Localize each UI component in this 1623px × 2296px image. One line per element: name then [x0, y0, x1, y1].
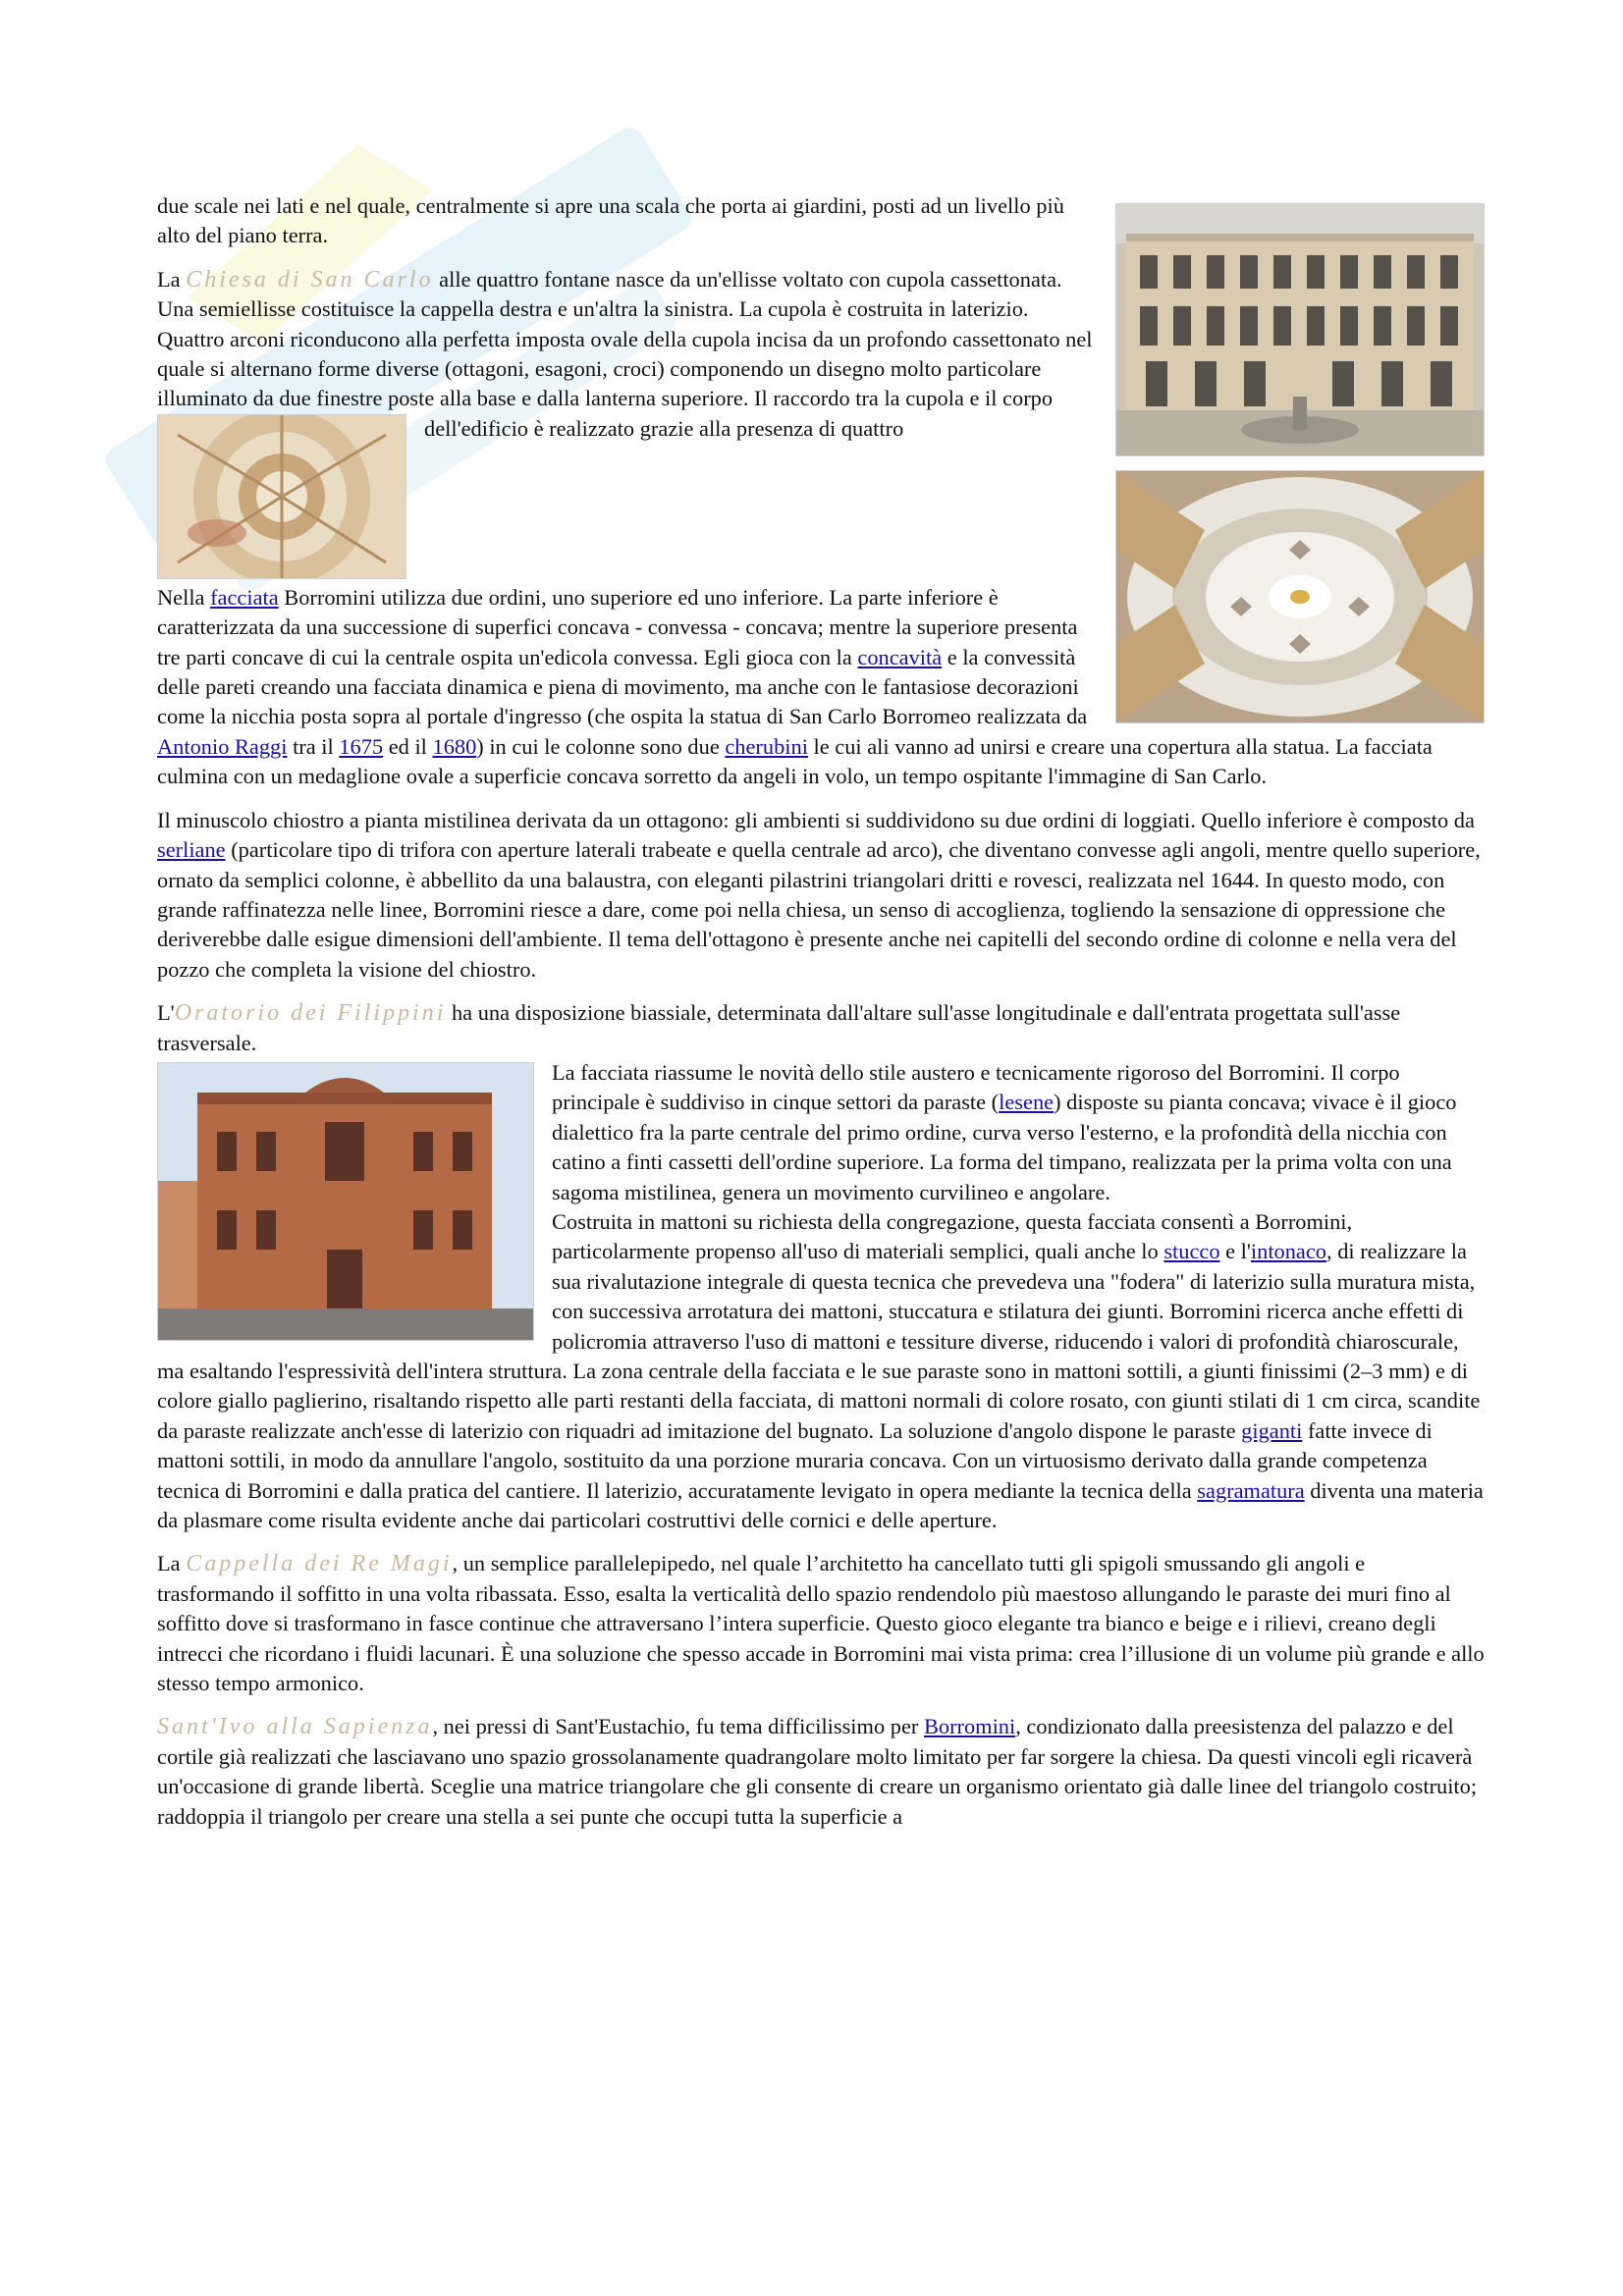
text-run: le cui ali vanno ad unirsi e creare una copertura alla statua. La facciata culmina con un medaglione ovale a superficie concava sorretto da angeli in volo, un tempo ospitante l'immagine di San Carlo. — [157, 733, 1433, 789]
link-antonio-raggi[interactable]: Antonio Raggi — [157, 733, 288, 759]
link-1675[interactable]: 1675 — [339, 733, 384, 759]
link-serliane[interactable]: serliane — [157, 837, 226, 863]
link-concavita[interactable]: concavità — [857, 644, 943, 669]
document-page — [157, 191, 1485, 1845]
text-run: alle quattro fontane nasce da un'ellisse voltato con cupola cassettonata. Una semiellisse costituisce la cappella destra e un'altra la sinistra. La cupola è costruita in laterizio. Quattro arconi riconducono alla perfetta imposta ovale della cupola incisa da un profondo cassettonato nel quale si alternano forme diverse (ottagoni, esagoni, croci) componendo un disegno molto particolare illuminato da due finestre poste alla base e dalla lanterna superiore. Il raccordo tra la cupola e il corpo dell'edificio è realizzato grazie alla presenza di quattro — [157, 266, 1093, 441]
palazzo-barberini-image — [1115, 203, 1485, 456]
text-run: Costruita in mattoni su richiesta della congregazione, questa facciata consentì a Borromini, particolarmente propenso all'uso di materiali semplici, quali anche lo — [552, 1208, 1353, 1264]
text-run: tra il — [287, 733, 340, 759]
text-run: , di realizzare la sua rivalutazione integrale di questa tecnica che prevedeva una "fodera" di laterizio sulla muratura mista, con successiva arrotatura dei mattoni, stuccatura e stilatura dei giunti. Borromini ricerca anche effetti di policromia attraverso l'uso di mattoni e tessiture diverse, riducendo i valori di profondità chiaroscurale, ma esaltando l'espressività dell'intera struttura. La zona centrale della facciata e le sue paraste sono in mattoni sottili, a giunti finissimi (2–3 mm) e di colore giallo paglierino, risaltando rispetto alle parti restanti della facciata, di mattoni normali di colore rosato, con giunti stilati di 1 cm circa, scandite da paraste realizzate anch'esse di laterizio con riquadri ad imitazione del bugnato. La soluzione d'angolo dispone le paraste — [157, 1239, 1481, 1443]
section-title-sant-ivo: Sant'Ivo alla Sapienza — [157, 1714, 433, 1740]
text-run: e l' — [1219, 1239, 1251, 1264]
paragraph-cappella-re-magi — [157, 1549, 1485, 1698]
paragraph-chiostro — [157, 806, 1485, 985]
paragraph-intro: due scale nei lati e nel quale, centralmente si apre una scala che porta ai giardini, posti ad un livello più alto del piano terra. — [157, 193, 1064, 248]
text-run: ) disposte su pianta concava; vivace è il gioco dialettico fra la parte centrale del primo ordine, curva verso l'esterno, e la profondità della nicchia con catino a finti cassetti dell'ordine superiore. La forma del timpano, realizzata per la prima volta con una sagoma mistilinea, genera un movimento curvilineo e angolare. — [552, 1090, 1457, 1204]
paragraph-oratorio — [157, 998, 1485, 1535]
section-title-oratorio: Oratorio dei Filippini — [174, 1000, 447, 1027]
link-facciata[interactable]: facciata — [210, 584, 279, 610]
text-run: (particolare tipo di trifora con aperture laterali trabeate e quella centrale ad arco), che diventano convesse agli angoli, mentre quello superiore, ornato da semplici colonne, è abbellito da una balaustra, con eleganti pilastrini triangolari dritti e rovesci, realizzata nel 1644. In questo modo, con grande raffinatezza nelle linee, Borromini riesce a dare, come poi nella chiesa, un senso di accoglienza, togliendo la sensazione di oppressione che deriverebbe dalle esigue dimensioni dell'ambiente. Il tema dell'ottagono è presente anche nei capitelli del secondo ordine di colonne e nella vera del pozzo che completa la visione del chiostro. — [157, 837, 1481, 982]
link-intonaco[interactable]: intonaco — [1250, 1239, 1327, 1264]
text-run: ha una disposizione biassiale, determinata dall'altare sull'asse longitudinale e dall'entrata progettata sull'asse trasversale. — [157, 1000, 1401, 1055]
link-lesene[interactable]: lesene — [999, 1090, 1055, 1115]
san-carlo-dome-image — [1115, 470, 1485, 723]
paragraph-lead: La — [157, 266, 187, 292]
spiral-staircase-image — [157, 414, 406, 579]
link-sagramatura[interactable]: sagramatura — [1197, 1477, 1305, 1503]
text-run: e la convessità delle pareti creando una facciata dinamica e piena di movimento, ma anche con le fantasiose decorazioni come la nicchia posta sopra al portale d'ingresso (che ospita la statua di San Carlo Borromeo realizzata da — [157, 644, 1088, 729]
paragraph-sant-ivo — [157, 1712, 1485, 1832]
oratorio-filippini-image — [157, 1062, 534, 1341]
text-run: La facciata riassume le novità dello stile austero e tecnicamente rigoroso del Borromini. Il corpo principale è suddiviso in cinque settori da paraste ( — [552, 1059, 1400, 1115]
link-stucco[interactable]: stucco — [1163, 1239, 1220, 1264]
link-cherubini[interactable]: cherubini — [725, 733, 808, 759]
text-run: Borromini utilizza due ordini, uno superiore ed uno inferiore. La parte inferiore è caratterizzata da una successione di superfici concava - convessa - concava; mentre la superiore presenta tre parti concave di cui la centrale ospita un'edicola convessa. Egli gioca con la — [157, 584, 1078, 669]
paragraph-lead: La — [157, 1551, 187, 1576]
text-run: , un semplice parallelepipedo, nel quale l’architetto ha cancellato tutti gli spigoli smussando gli angoli e trasformando il soffitto in una volta ribassata. Esso, esalta la verticalità dello spazio rendendolo più maestoso allungando le paraste dei muri fino al soffitto dove si trasformano in fasce continue che attraversano l’intera superficie. Questo gioco elegante tra bianco e beige e i rilievi, creano degli intrecci che ricordano i fluidi lacunari. È una soluzione che spesso accade in Borromini mai vista prima: crea l’illusione di un volume più grande e allo stesso tempo armonico. — [157, 1551, 1485, 1696]
text-run: Nella — [157, 584, 211, 610]
link-giganti[interactable]: giganti — [1241, 1417, 1303, 1443]
link-borromini[interactable]: Borromini — [923, 1714, 1016, 1739]
text-run: ) in cui le colonne sono due — [476, 733, 726, 759]
section-title-san-carlo: Chiesa di San Carlo — [186, 266, 434, 293]
link-1680[interactable]: 1680 — [432, 733, 477, 759]
text-run: Il minuscolo chiostro a pianta mistilinea derivata da un ottagono: gli ambienti si suddividono su due ordini di loggiati. Quello inferiore è composto da — [157, 807, 1475, 832]
section-title-cappella: Cappella dei Re Magi — [186, 1551, 453, 1577]
text-run: , nei pressi di Sant'Eustachio, fu tema difficilissimo per — [432, 1714, 924, 1739]
text-run: , condizionato dalla preesistenza del palazzo e del cortile già realizzati che lasciavano uno spazio grossolanamente quadrangolare molto limitato per far sorgere la chiesa. Da questi vincoli egli ricaverà un'occasione di grande libertà. Sceglie una matrice triangolare che gli consente di creare un organismo orientato già dalle linee del triangolo costruito; raddoppia il triangolo per creare una stella a sei punte che occupi tutta la superficie a — [157, 1714, 1478, 1829]
text-run: fatte invece di mattoni sottili, in modo da annullare l'angolo, sostituito da una porzione muraria concava. Con un virtuosismo derivato dalla grande competenza tecnica di Borromini e dalla pratica del cantiere. Il laterizio, accuratamente levigato in opera mediante la tecnica della — [157, 1417, 1433, 1503]
text-run: diventa una materia da plasmare come risulta evidente anche dai particolari costruttivi delle cornici e delle aperture. — [157, 1477, 1484, 1533]
text-run: ed il — [383, 733, 433, 759]
paragraph-lead: L' — [157, 1000, 175, 1026]
